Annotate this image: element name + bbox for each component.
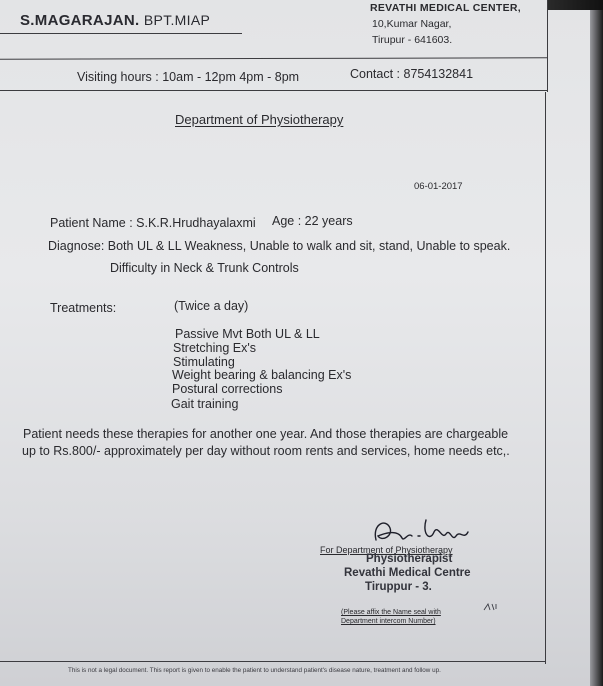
- background-edge: [590, 10, 603, 686]
- treatment-item: Weight bearing & balancing Ex's: [172, 368, 352, 382]
- note-line-2: up to Rs.800/- approximately per day without room rents and services, home needs etc,.: [22, 444, 510, 458]
- header-line-bottom: [0, 90, 548, 91]
- treatment-item: Stimulating: [173, 355, 235, 369]
- treatment-item: Passive Mvt Both UL & LL: [175, 327, 320, 341]
- affix-note-line-2: Department intercom Number): [341, 618, 436, 625]
- affix-note-line-1: (Please affix the Name seal with: [341, 609, 441, 616]
- page-right-border: [545, 92, 546, 664]
- seal-title: Physiotherapist: [366, 553, 453, 565]
- background-corner: [548, 0, 603, 10]
- treatment-item: Postural corrections: [172, 382, 283, 396]
- doctor-name: [20, 12, 210, 29]
- diagnose-line-2: Difficulty in Neck & Trunk Controls: [110, 261, 299, 275]
- header-right-border: [547, 0, 548, 92]
- visiting-hours: Visiting hours : 10am - 12pm 4pm - 8pm: [77, 70, 300, 84]
- department-title: Department of Physiotherapy: [175, 112, 344, 127]
- patient-name: Patient Name : S.K.R.Hrudhayalaxmi: [50, 216, 256, 230]
- seal-city: Tiruppur - 3.: [365, 581, 432, 593]
- report-date: 06-01-2017: [414, 181, 463, 192]
- contact: Contact : 8754132841: [350, 67, 474, 81]
- patient-age: Age : 22 years: [272, 214, 353, 228]
- footer-line: [0, 661, 546, 662]
- header-line-top: [0, 57, 548, 59]
- treatment-frequency: (Twice a day): [174, 299, 249, 313]
- handwritten-mark: [482, 600, 502, 614]
- treatments-label: Treatments:: [50, 301, 117, 315]
- seal-center: Revathi Medical Centre: [344, 567, 471, 579]
- address-line-1: 10,Kumar Nagar,: [372, 18, 452, 30]
- header-line-left: [0, 33, 242, 34]
- doctor-name-text: S.MAGARAJAN.: [20, 12, 140, 29]
- note-line-1: Patient needs these therapies for another one year. And those therapies are chargeable: [23, 427, 509, 441]
- treatment-item: Gait training: [171, 397, 239, 411]
- address-line-2: Tirupur - 641603.: [372, 34, 453, 46]
- footer-disclaimer: This is not a legal document. This report is given to enable the patient to understand patient's disease nature, treatment and follow up.: [68, 667, 441, 674]
- treatment-item: Stretching Ex's: [173, 341, 256, 355]
- center-name: REVATHI MEDICAL CENTER,: [370, 2, 521, 14]
- signature-department: For Department of Physiotherapy: [320, 545, 453, 555]
- doctor-qualification: BPT.MIAP: [143, 12, 211, 28]
- diagnose-line-1: Diagnose: Both UL & LL Weakness, Unable to walk and sit, stand, Unable to speak.: [48, 239, 511, 253]
